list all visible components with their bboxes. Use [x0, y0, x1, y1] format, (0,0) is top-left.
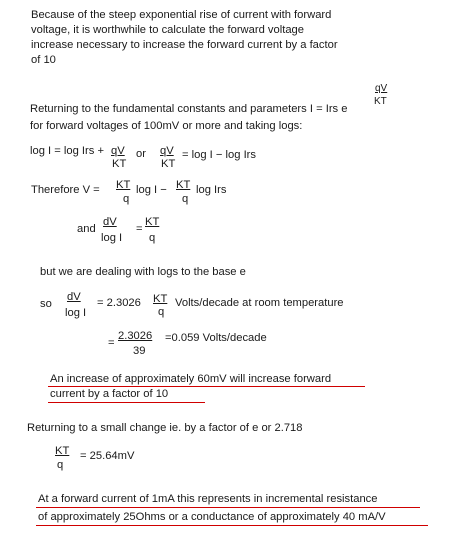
- small-change-line: Returning to a small change ie. by a factor of e or 2.718: [27, 422, 303, 434]
- conclusion-1-line-1: An increase of approximately 60mV will increase forward: [50, 373, 332, 385]
- highlight-underline: [36, 525, 428, 526]
- conclusion-2-line-2: of approximately 25Ohms or a conductance of approximately 40 mA/V: [38, 511, 386, 523]
- highlight-underline: [36, 507, 420, 508]
- fundamental-line-1: Returning to the fundamental constants and parameters I = Irs e: [30, 103, 348, 115]
- base-e-note: but we are dealing with logs to the base e: [40, 266, 246, 278]
- eq5-end: =0.059 Volts/decade: [165, 332, 267, 344]
- eq3-label: and: [77, 223, 96, 235]
- eq4-label: so: [40, 298, 52, 310]
- eq2-mid: log I −: [136, 184, 167, 196]
- eq5-numerator: 2.3026: [118, 330, 153, 342]
- eq3-equals: =: [136, 223, 143, 235]
- eq3-frac1-num: dV: [103, 216, 117, 228]
- eq2-frac2-num: KT: [176, 179, 191, 191]
- eq1-right: = log I − log Irs: [182, 149, 257, 161]
- eq2-end: log Irs: [196, 184, 227, 196]
- eq4-frac2-num: KT: [153, 293, 168, 305]
- eq4-end: Volts/decade at room temperature: [175, 297, 344, 309]
- conclusion-1-line-2: current by a factor of 10: [50, 388, 169, 400]
- highlight-underline: [48, 386, 365, 387]
- intro-line-4: of 10: [31, 54, 56, 66]
- eq1-frac1-num: qV: [111, 145, 125, 157]
- conclusion-2-line-1: At a forward current of 1mA this represents in incremental resistance: [38, 493, 378, 505]
- eq6-denominator: q: [57, 459, 64, 471]
- eq4-value: = 2.3026: [97, 297, 141, 309]
- eq3-frac2-num: KT: [145, 216, 160, 228]
- exponent-numerator: qV: [375, 83, 388, 94]
- eq4-frac2-den: q: [158, 306, 165, 318]
- eq6-value: = 25.64mV: [80, 450, 135, 462]
- eq5-equals: =: [108, 337, 115, 349]
- eq2-frac2-den: q: [182, 193, 189, 205]
- intro-line-1: Because of the steep exponential rise of current with forward: [31, 9, 332, 21]
- fundamental-line-2: for forward voltages of 100mV or more and taking logs:: [30, 120, 303, 132]
- intro-line-3: increase necessary to increase the forward current by a factor: [31, 39, 338, 51]
- highlight-underline: [48, 402, 205, 403]
- eq6-numerator: KT: [55, 445, 70, 457]
- eq3-frac2-den: q: [149, 232, 156, 244]
- eq2-frac1-den: q: [123, 193, 130, 205]
- intro-line-2: voltage, it is worthwhile to calculate the forward voltage: [31, 24, 304, 36]
- eq4-frac1-den: log I: [65, 307, 87, 319]
- exponent-denominator: KT: [374, 96, 387, 107]
- eq3-frac1-den: log I: [101, 232, 123, 244]
- eq1-frac2-num: qV: [160, 145, 174, 157]
- eq1-frac2-den: KT: [161, 158, 176, 170]
- eq1-left: log I = log Irs +: [30, 145, 105, 157]
- eq4-frac1-num: dV: [67, 291, 81, 303]
- eq1-or: or: [136, 148, 146, 160]
- eq2-frac1-num: KT: [116, 179, 131, 191]
- eq2-label: Therefore V =: [31, 184, 100, 196]
- eq1-frac1-den: KT: [112, 158, 127, 170]
- eq5-denominator: 39: [133, 345, 146, 357]
